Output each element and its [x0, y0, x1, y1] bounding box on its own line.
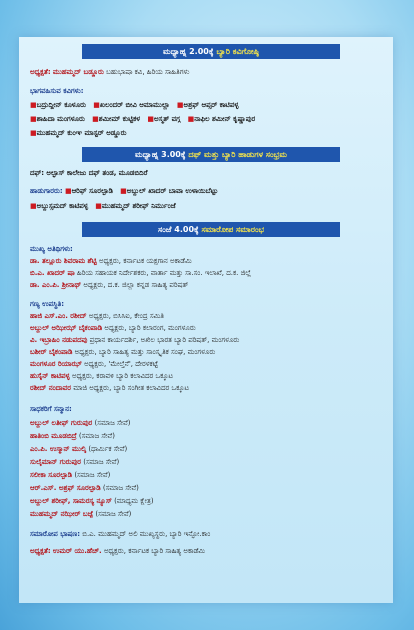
closing-speech-text: ಬಿ.ಎ. ಮುಹಮ್ಮದ್ ಅಲಿ ಮುಖ್ಯಸ್ಥರು, ಬ್ಯಾರಿ ಇನ್ಫೋ.ಕಾಂ: [82, 530, 211, 538]
guest-name: ಹುಸೈನ್ ಕಾಟಿಪಳ್ಳ: [30, 372, 70, 380]
poet-name: ಅಸ್ಮತ್ ವಗ್ಗ: [153, 115, 181, 123]
chief-label-text: ಮುಖ್ಯ ಅತಿಥಿಗಳು:: [30, 245, 73, 253]
achiever-row: [30, 457, 119, 467]
achiever-row: [30, 431, 115, 441]
achiever-name: ಮುಹಮ್ಮದ್ ನಝೀರ್ ಬಜ್ಪೆ: [30, 510, 94, 518]
guest-name: ಅಬ್ದುಲ್ ಅಝೀಝ್ ಬೈಕಂಪಾಡಿ: [30, 324, 103, 332]
daf-line: [30, 168, 148, 178]
presidency-desc: ಬಹುಭಾಷಾ ಕವಿ, ಹಿರಿಯ ಸಾಹಿತಿಗಳು: [106, 68, 190, 76]
guest-row: [30, 383, 189, 393]
achiever-row: [30, 470, 110, 480]
guests-label: [30, 299, 64, 309]
bullet-icon: ■: [30, 101, 37, 109]
guest-name: ವಿ. ಇಬ್ರಾಹಿಂ ನಡುಪದವು: [30, 336, 88, 344]
achiever-name: ಆರ್.ಎಸ್. ಅಶ್ರಫ್ ಸೂರಲ್ಪಾಡಿ: [30, 484, 101, 492]
achiever-row: [30, 444, 127, 454]
guest-name: ಮಂಗಳೂರ ರಿಯಾಝ್: [30, 360, 82, 368]
guest-name: ಬಶೀರ್ ಬೈಕಂಪಾಡಿ: [30, 348, 73, 356]
chief-guests-label: [30, 244, 73, 254]
poets-label-text: ಭಾಗವಹಿಸುವ ಕವಿಗಳು:: [30, 87, 84, 95]
achiever-row: [30, 496, 154, 506]
achiever-name: ಎಂ.ಪಿ. ಉಸ್ಮಾನ್ ಮುಲ್ಕಿ: [30, 445, 87, 453]
guest-desc: ಅಧ್ಯಕ್ಷರು, ಕರಾವಳಿ ಬ್ಯಾರಿ ಕಲಾವಿದರ ಒಕ್ಕೂಟ: [72, 372, 173, 380]
guest-desc: ಅಧ್ಯಕ್ಷರು, ದ.ಕ. ಜಿಲ್ಲಾ ಕನ್ನಡ ಸಾಹಿತ್ಯ ಪರಿಷತ್: [83, 281, 189, 289]
achiever-row: [30, 509, 131, 519]
poet-name: ಮುಹಮ್ಮದ್ ಕುಂಞ ಮಾಸ್ಟರ್ ಅಡ್ಡೂರು: [36, 129, 127, 137]
singers-row-2: [30, 201, 176, 211]
singer-name: ಅಬ್ದುಲ್ ಖಾದರ್ ಬಾವಾ ಉಳಾಯಿಬೆಟ್ಟು: [126, 187, 219, 195]
bullet-icon: ■: [147, 115, 154, 123]
presidency-label: ಅಧ್ಯಕ್ಷತೆ:: [30, 547, 51, 555]
singers-row-1: [30, 186, 218, 196]
guest-name: ಡಾ. ಎಂ.ಪಿ. ಶ್ರೀನಾಥ್: [30, 281, 82, 289]
guest-row: [30, 359, 158, 369]
guest-desc: ಅಧ್ಯಕ್ಷರು, ಬ್ಯಾರಿ ಸಾಹಿತ್ಯ ಮತ್ತು ಸಾಂಸ್ಕೃತಿಕ ಸಂಘ, ಮಂಗಳೂರು: [74, 348, 216, 356]
guest-desc: ಅಧ್ಯಕ್ಷರು, 'ಮೇಲ್ತೆನೆ', ದೇರಳಕಟ್ಟೆ: [84, 360, 159, 368]
achiever-name: ಹಾತಿಂಬಿ ಮೂಡಬಿದ್ರೆ: [30, 432, 77, 440]
achiever-name: ಸುಲೈಮಾನ್ ಗುರುಪುರ: [30, 458, 82, 466]
bullet-icon: ■: [187, 115, 195, 123]
guest-name: ಹಾಜಿ ಎಸ್.ಎಂ. ರಶೀದ್: [30, 312, 87, 320]
bullet-icon: ■: [120, 187, 127, 195]
poet-name: ಬದ್ರುದ್ದೀನ್ ಕೂಳೂರು: [36, 101, 87, 109]
header-time: ಸಂಜೆ 4.00ಕ್ಕೆ: [158, 225, 199, 234]
achiever-field: (ಸಮಾಜ ಸೇವೆ): [78, 432, 115, 440]
poets-row-1: [30, 100, 239, 110]
guest-row: [30, 323, 196, 333]
daf-text: ಅಲ್ಫಾಸ್ ಕಾಲೇಜು ದಫ್ ತಂಡ, ಮೂಡಬಿದಿರೆ: [46, 169, 148, 177]
achiever-name: ಸಲೀಕಾ ಸೂರಲ್ಪಾಡಿ: [30, 471, 73, 479]
header-title: ದಫ್ ಮತ್ತು ಬ್ಯಾರಿ ಹಾಡುಗಳ ಸಂಭ್ರಮ: [188, 150, 287, 159]
guests-label-text: ಗಣ್ಯ ಉಪಸ್ಥಿತಿ:: [30, 300, 65, 308]
achiever-row: [30, 418, 131, 428]
achiever-row: [30, 483, 139, 493]
achiever-field: (ಸಮಾಜ ಸೇವೆ): [102, 484, 139, 492]
guest-desc: ಪ್ರಧಾನ ಕಾರ್ಯದರ್ಶಿ, ಅಖಿಲ ಭಾರತ ಬ್ಯಾರಿ ಪರಿಷತ್, ಮಂಗಳೂರು: [89, 336, 240, 344]
guest-desc: ಅಧ್ಯಕ್ಷರು, ಕರ್ನಾಟಕ ಯಕ್ಷಗಾನ ಅಕಾಡೆಮಿ: [98, 257, 192, 265]
guest-desc: ಅಧ್ಯಕ್ಷರು, ಬಿಸಿಸಿಐ, ಕೇಂದ್ರ ಸಮಿತಿ: [88, 312, 164, 320]
bullet-icon: ■: [92, 115, 99, 123]
singer-name: ಆರಿಫ್ ಸೂರಲ್ಪಾಡಿ: [71, 187, 113, 195]
singers-label: ಹಾಡುಗಾರರು:: [30, 187, 63, 195]
bullet-icon: ■: [93, 101, 100, 109]
header-title: ಸಮಾರೋಪ ಸಮಾರಂಭ: [201, 225, 264, 234]
presidency-name: ಉಮರ್ ಯು.ಹೆಚ್.: [52, 547, 102, 555]
guest-desc: ಹಿರಿಯ ಸಹಾಯಕ ನಿರ್ದೇಶಕರು, ವಾರ್ತಾ ಮತ್ತು ಸಾ.ಸಂ. ಇಲಾಖೆ, ದ.ಕ. ಜಿಲ್ಲೆ: [76, 269, 251, 277]
poet-name: ಖಲಂದರ್ ಬೀವಿ ಆಮಾಮುಲ್ಲಾ: [99, 101, 170, 109]
achiever-field: (ಸಮಾಜ ಸೇವೆ): [95, 510, 132, 518]
bullet-icon: ■: [64, 187, 72, 195]
section-header-daf: [82, 147, 340, 162]
guest-name: ಬಿ.ಎ. ಖಾದರ್ ಷಾ: [30, 269, 75, 277]
guest-name: ಡಾ. ತಲ್ಲೂರು ಶಿವರಾಮ ಶೆಟ್ಟಿ: [30, 257, 97, 265]
achiever-field: (ಸಮಾಜ ಸೇವೆ): [83, 458, 120, 466]
guest-row: [30, 311, 164, 321]
closing-speech-label: ಸಮಾರೋಪ ಭಾಷಣ:: [30, 530, 81, 538]
guest-name: ರಶೀದ್ ನಂದಾವರ: [30, 384, 71, 392]
achiever-field: (ಮಾಧ್ಯಮ ಕ್ಷೇತ್ರ): [114, 497, 154, 505]
chief-guest-row: [30, 280, 188, 290]
achievers-label-text: ಸಾಧಕರಿಗೆ ಸನ್ಮಾನ:: [30, 405, 72, 413]
achievers-label: [30, 404, 72, 414]
achiever-field: (ಸಮಾಜ ಸೇವೆ): [74, 471, 111, 479]
section-header-poetry: [82, 44, 340, 59]
poet-name: ಅಶ್ರಫ್ ಆಪ್ಸರ್ ಕಾಟಿಪಳ್ಳ: [183, 101, 239, 109]
header-time: ಮಧ್ಯಾಹ್ನ 2.00ಕ್ಕೆ: [163, 47, 214, 56]
guest-row: [30, 335, 239, 345]
poets-row-3: [30, 128, 127, 138]
poets-label: [30, 86, 84, 96]
closing-speech-line: [30, 529, 210, 539]
section-header-closing: [82, 222, 340, 237]
presidency-label: ಅಧ್ಯಕ್ಷತೆ:: [30, 68, 51, 76]
achiever-field: (ಸಮಾಜ ಸೇವೆ): [94, 419, 131, 427]
singer-name: ಅಬ್ದುಸ್ಸಮದ್ ಕಾಟಿಪಳ್ಳ: [36, 202, 89, 210]
header-time: ಮಧ್ಯಾಹ್ನ 3.00ಕ್ಕೆ: [135, 150, 186, 159]
bullet-icon: ■: [30, 129, 37, 137]
bullet-icon: ■: [30, 202, 37, 210]
presidency-desc: ಅಧ್ಯಕ್ಷರು, ಕರ್ನಾಟಕ ಬ್ಯಾರಿ ಸಾಹಿತ್ಯ ಅಕಾಡೆಮಿ: [103, 547, 205, 555]
guest-row: [30, 371, 173, 381]
guest-desc: ಮಾಜಿ ಅಧ್ಯಕ್ಷರು, ಬ್ಯಾರಿ ಸಂಗೀತ ಕಲಾವಿದರ ಒಕ್ಕೂಟ: [73, 384, 189, 392]
guest-row: [30, 347, 215, 357]
presidency-name: ಮುಹಮ್ಮದ್ ಬಡ್ಡೂರು: [52, 68, 104, 76]
poet-name: ನಾಫಿಲ ಶಮೀನ್ ಕೃಷ್ಣಾಪುರ: [194, 115, 256, 123]
poet-name: ಶಾಹಿದಾ ಮಂಗಳೂರು: [36, 115, 85, 123]
chief-guest-row: [30, 268, 251, 278]
poets-row-2: [30, 114, 255, 124]
header-title: ಬ್ಯಾರಿ ಕವಿಗೋಷ್ಠಿ: [216, 47, 259, 56]
bullet-icon: ■: [176, 101, 184, 109]
singer-name: ಮುಹಮ್ಮದ್ ಶರೀಫ್ ನಿರ್ಮುಂಜೆ: [101, 202, 176, 210]
presidency-line: [30, 67, 190, 77]
poet-name: ಶಮೀಮ್ ಕುಟ್ಟಿಕಳ: [98, 115, 141, 123]
bullet-icon: ■: [30, 115, 37, 123]
achiever-name: ಅಬ್ದುಲ್ ಶರೀಫ್, ಸಾಮರಸ್ಯ ನ್ಯೂಸ್: [30, 497, 112, 505]
bullet-icon: ■: [95, 202, 102, 210]
daf-label: ದಫ್:: [30, 169, 45, 177]
presidency-closing-line: [30, 546, 205, 556]
guest-desc: ಅಧ್ಯಕ್ಷರು, ಬ್ಯಾರಿ ಕಲಾರಂಗ, ಮಂಗಳೂರು: [104, 324, 196, 332]
chief-guest-row: [30, 256, 192, 266]
achiever-name: ಅಬ್ದುಲ್ ಲತೀಫ್ ಗುರುಪುರ: [30, 419, 93, 427]
achiever-field: (ಧಾರ್ಮಿಕ ಸೇವೆ): [88, 445, 128, 453]
